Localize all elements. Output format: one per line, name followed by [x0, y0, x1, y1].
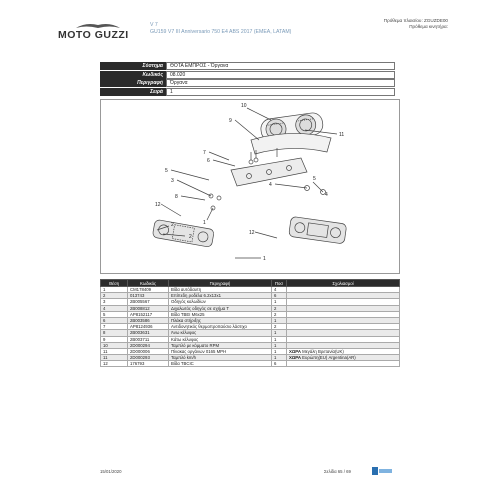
info-row — [100, 71, 395, 79]
cell-code: 2B003586 — [128, 317, 169, 323]
parts-table — [100, 279, 400, 367]
cell-description: Βίδα TBCIC — [169, 361, 272, 367]
cell-code: 2D000293 — [128, 355, 169, 361]
col-header-code: Κωδικός — [128, 280, 169, 287]
info-table — [100, 62, 395, 96]
callout-label: 3 — [171, 178, 174, 184]
cell-position: 11 — [101, 348, 128, 354]
cell-code: 013743 — [128, 293, 169, 299]
info-value: ΘΟΤΑ ΕΜΠΡΟΣ - Όργανα — [166, 62, 395, 70]
cell-position: 8 — [101, 330, 128, 336]
frame-prefix: Πρόθεμα πλαισίου: ZGUZDE00 — [383, 18, 448, 23]
cell-quantity: 1 — [272, 355, 287, 361]
cell-position: 1 — [101, 287, 128, 293]
cell-quantity: 1 — [272, 342, 287, 348]
publisher-logo-icon — [372, 467, 392, 475]
cell-quantity: 1 — [272, 299, 287, 305]
note-text: Ευρώπη(EU) Argentina(AR) — [302, 355, 356, 361]
cell-code: 2D000294 — [128, 342, 169, 348]
cell-notes — [287, 361, 400, 367]
parts-header-row — [101, 280, 400, 287]
cell-code: AP8152117 — [128, 311, 169, 317]
info-row — [100, 79, 395, 87]
note-label: ΧΩΡΑ — [289, 355, 303, 361]
cell-position: 4 — [101, 305, 128, 311]
callout-label: 10 — [241, 103, 247, 109]
col-header-description: Περιγραφή — [169, 280, 272, 287]
cell-quantity: 1 — [272, 348, 287, 354]
cell-description: Οδηγός καλωδίων — [169, 299, 272, 305]
callout-label: 1 — [263, 256, 266, 262]
footer-date: 15/01/2020 — [100, 469, 122, 474]
note-text: Μεγάλη Βρετανία(UK) — [302, 348, 344, 354]
cell-description: Ταμπλό km/h — [169, 355, 272, 361]
cell-quantity: 2 — [272, 305, 287, 311]
info-label: Κωδικός — [100, 71, 166, 79]
cell-quantity: 4 — [272, 287, 287, 293]
callout-label: 7 — [203, 150, 206, 156]
instrument-cluster-drawing — [101, 100, 401, 275]
cell-code: 2D000006 — [128, 348, 169, 354]
note-label: ΧΩΡΑ — [289, 348, 303, 354]
callout-label: 5 — [313, 176, 316, 182]
col-header-notes: Σχολιασμοί — [287, 280, 400, 287]
cell-quantity: 6 — [272, 361, 287, 367]
info-value: Όργανα — [166, 79, 395, 87]
footer-page — [324, 469, 351, 474]
cell-quantity: 1 — [272, 317, 287, 323]
callout-label: 11 — [339, 132, 345, 138]
cell-code: 2B003711 — [128, 336, 169, 342]
model-line-1: V 7 — [150, 22, 158, 28]
cell-code: 2B008812 — [128, 305, 169, 311]
cell-description: Διχαλωτός οδηγός σε σχήμα T — [169, 305, 272, 311]
cell-quantity: 1 — [272, 330, 287, 336]
cell-code: AP8124936 — [128, 324, 169, 330]
cell-description: Πίνακας οργάνων 0165 MPH — [169, 348, 272, 354]
callout-label: 12 — [249, 230, 255, 236]
callout-label: 2 — [189, 234, 192, 240]
callout-label: 12 — [155, 202, 161, 208]
engine-prefix: Πρόθεμα κινητήρα: — [409, 24, 448, 29]
cell-description: Βίδα αυτόδαυτη — [169, 287, 272, 293]
cell-description: Άνω κέλυφος — [169, 330, 272, 336]
cell-code: 2B005567 — [128, 299, 169, 305]
callout-label: 4 — [325, 192, 328, 198]
info-row — [100, 62, 395, 70]
callout-label: 6 — [207, 158, 210, 164]
exploded-parts-diagram — [100, 99, 400, 274]
cell-position: 10 — [101, 342, 128, 348]
cell-position: 6 — [101, 317, 128, 323]
callout-label: 1 — [203, 220, 206, 226]
cell-position: 5 — [101, 311, 128, 317]
callout-label: 8 — [175, 194, 178, 200]
callout-label: 4 — [269, 182, 272, 188]
page-number: 65 / 69 — [337, 469, 351, 474]
cell-quantity: 2 — [272, 324, 287, 330]
cell-quantity: 6 — [272, 293, 287, 299]
cell-position: 3 — [101, 299, 128, 305]
info-label: Σειρά — [100, 88, 166, 96]
cell-description: Πλάκα στήριξης — [169, 317, 272, 323]
info-label: Σύστημα — [100, 62, 166, 70]
page-label: Σελίδα — [324, 469, 337, 474]
cell-quantity: 2 — [272, 311, 287, 317]
brand-logo-text: MOTO GUZZI — [58, 29, 129, 41]
info-value: 08.020 — [166, 71, 395, 79]
col-header-quantity: Ποσ — [272, 280, 287, 287]
cell-description: Επίπεδη ροδέλα 6.2x13x1 — [169, 293, 272, 299]
info-label: Περιγραφή — [100, 79, 166, 87]
cell-code: 176793 — [128, 361, 169, 367]
cell-position: 12 — [101, 361, 128, 367]
cell-code: CM178409 — [128, 287, 169, 293]
cell-position: 9 — [101, 336, 128, 342]
brand-logo — [58, 22, 142, 42]
cell-position: 2 — [101, 293, 128, 299]
model-line-2: GU159 V7 III Anniversario 750 E4 ABS 2017 (EMEA, LATAM) — [150, 29, 292, 35]
col-header-position: Θέση — [101, 280, 128, 287]
callout-label: 5 — [165, 168, 168, 174]
cell-description: Αντιδονητικός θερμοπροπαύσιο λάστιχο — [169, 324, 272, 330]
cell-description: Βίδα TBEI M6x25 — [169, 311, 272, 317]
cell-position: 7 — [101, 324, 128, 330]
cell-description: Ταμπλό με κόμματο RPM — [169, 342, 272, 348]
cell-quantity: 1 — [272, 336, 287, 342]
info-value: 1 — [166, 88, 395, 96]
info-row — [100, 88, 395, 96]
cell-position: 11 — [101, 355, 128, 361]
cell-code: 2B003631 — [128, 330, 169, 336]
cell-description: Κάτω κέλυφος — [169, 336, 272, 342]
table-row — [101, 361, 400, 367]
callout-label: 2 — [171, 222, 174, 228]
callout-label: 9 — [229, 118, 232, 124]
